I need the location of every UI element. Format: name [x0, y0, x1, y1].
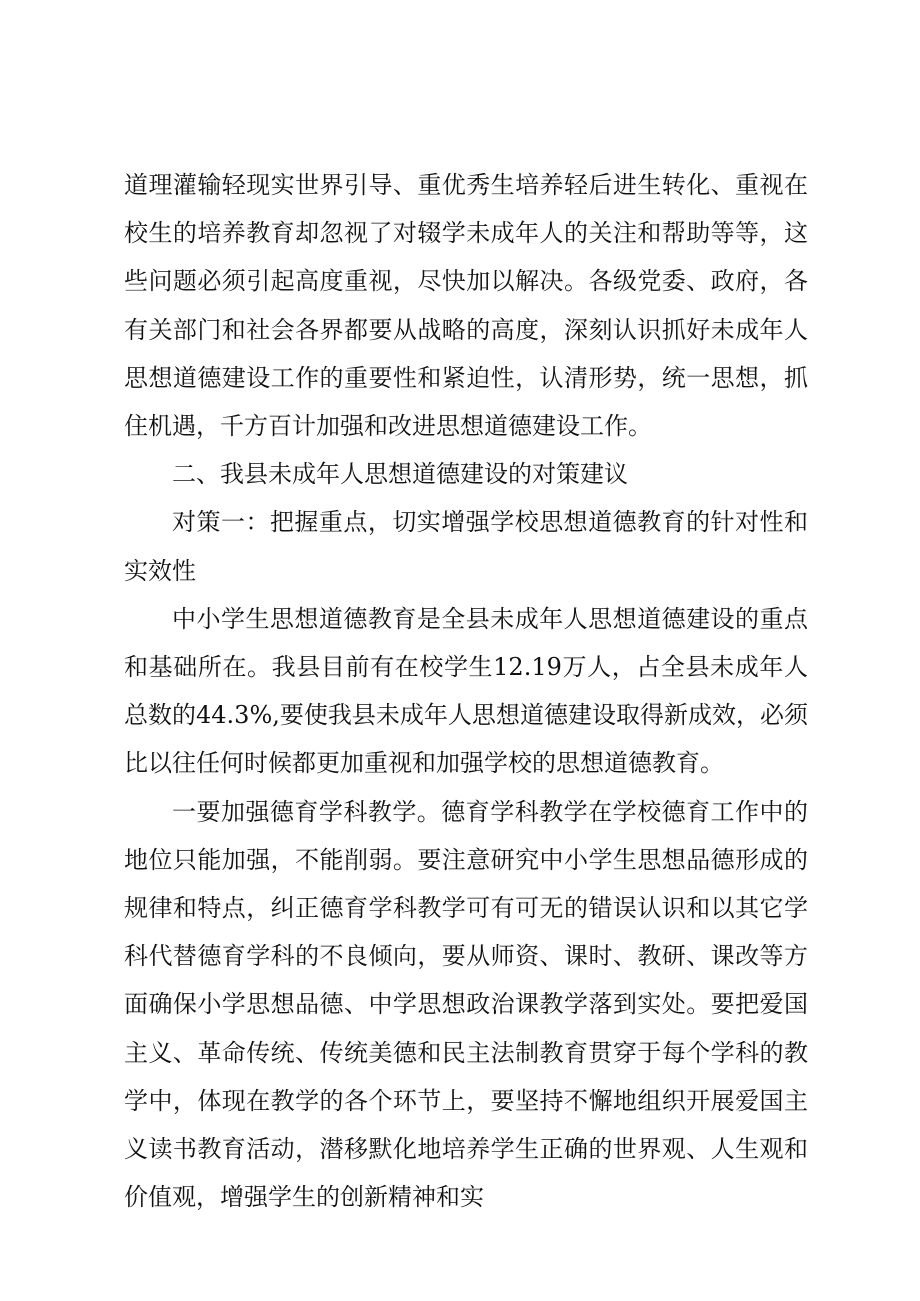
section-heading: 二、我县未成年人思想道德建设的对策建议 — [172, 460, 628, 489]
strategy-heading: 对策一：把握重点，切实增强学校思想道德教育的针对性和实效性 — [124, 508, 808, 585]
document-body — [124, 161, 808, 1221]
paragraph-students-statistics: 中小学生思想道德教育是全县未成年人思想道德建设的重点和基础所在。我县目前有在校学生12.19万人，占全县未成年人总数的44.3%,要使我县未成年人思想道德建设取得新成效，必须比以往任何时候都更加重视和加强学校的思想道德教育。 — [124, 604, 808, 778]
paragraph-moral-education-teaching: 一要加强德育学科教学。德育学科教学在学校德育工作中的地位只能加强，不能削弱。要注意研究中小学生思想品德形成的规律和特点，纠正德育学科教学可有可无的错误认识和以其它学科代替德育学科的不良倾向，要从师资、课时、教研、课改等方面确保小学思想品德、中学思想政治课教学落到实处。要把爱国主义、革命传统、传统美德和民主法制教育贯穿于每个学科的教学中，体现在教学的各个环节上，要坚持不懈地组织开展爱国主义读书教育活动，潜移默化地培养学生正确的世界观、人生观和价值观，增强学生的创新精神和实 — [124, 797, 808, 1212]
paragraph-continuation: 道理灌输轻现实世界引导、重优秀生培养轻后进生转化、重视在校生的培养教育却忽视了对辍学未成年人的关注和帮助等等，这些问题必须引起高度重视，尽快加以解决。各级党委、政府，各有关部门和社会各界都要从战略的高度，深刻认识抓好未成年人思想道德建设工作的重要性和紧迫性，认清形势，统一思想，抓住机遇，千方百计加强和改进思想道德建设工作。 — [124, 171, 808, 441]
